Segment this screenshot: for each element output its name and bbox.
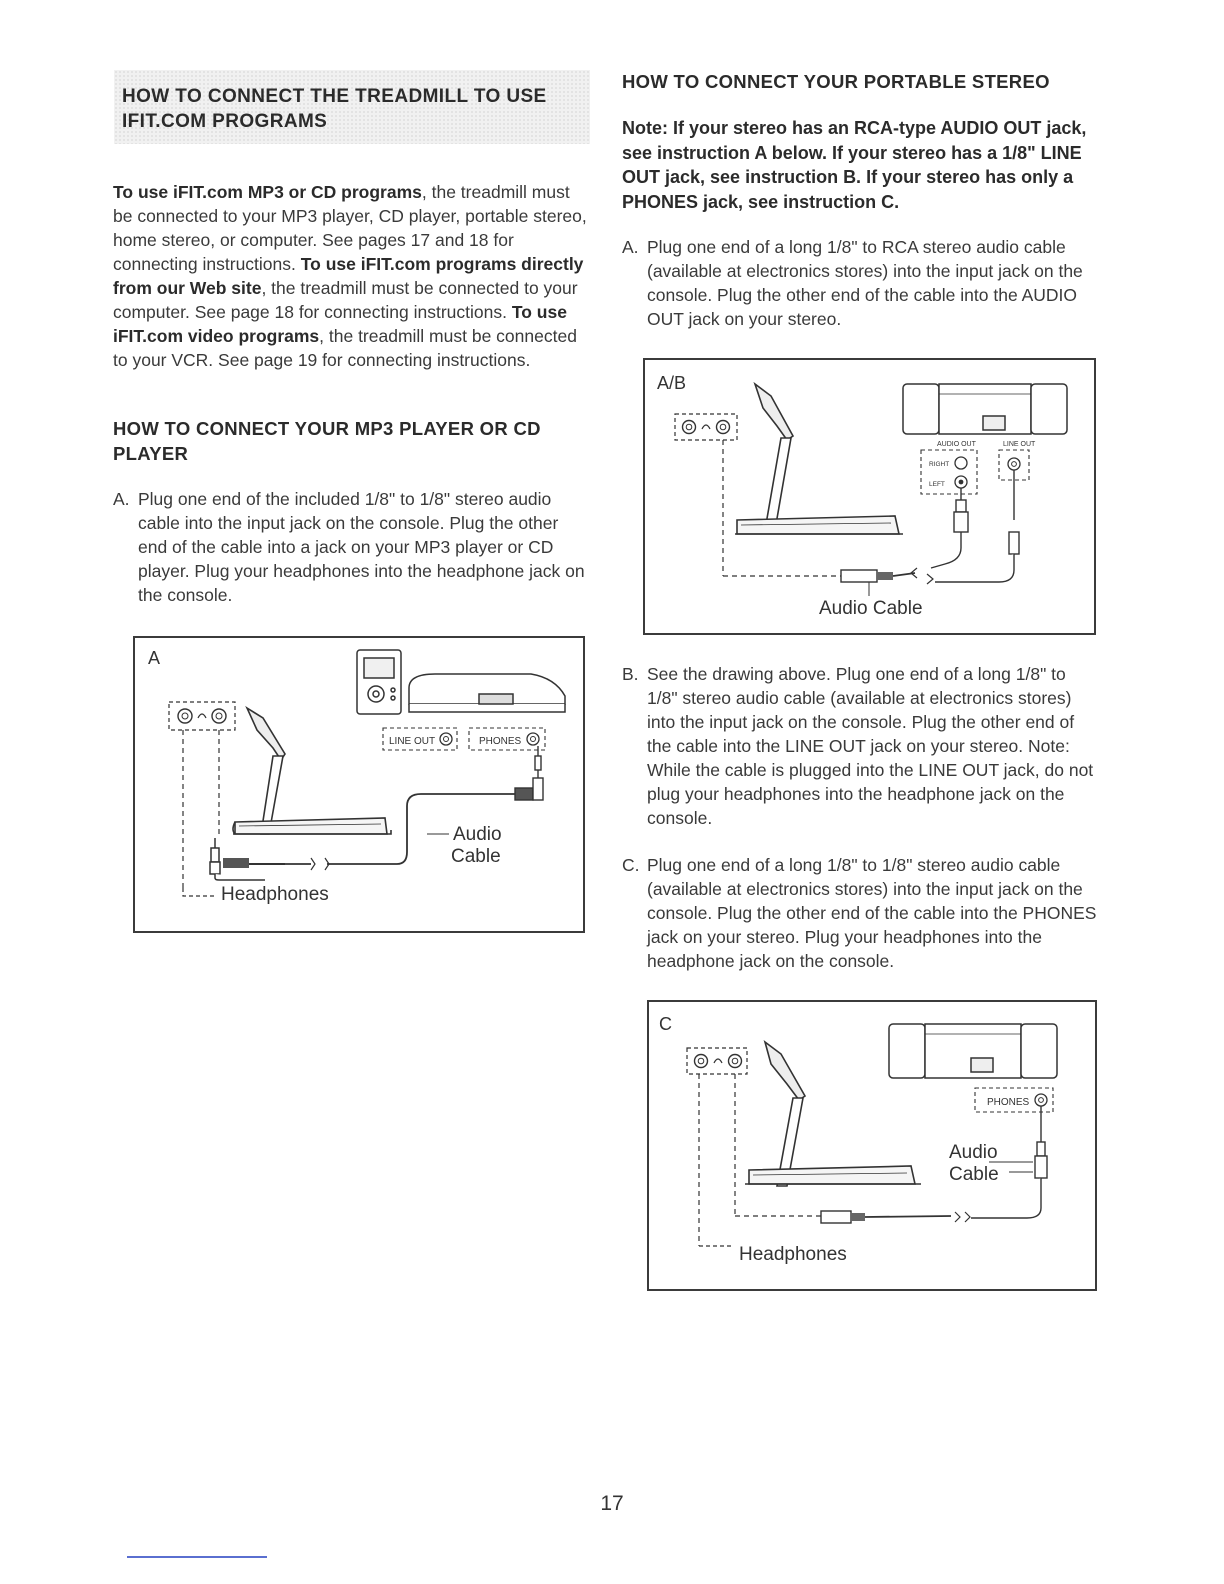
mp3-step-a [113, 487, 591, 607]
section-title [114, 70, 590, 134]
step-text: Plug one end of a long 1/8" to 1/8" stereo audio cable (available at electronics stores) into the input jack on the console. Plug the other end of the cable into the PHONES jack on your stereo. Plug your headphones into the headphone jack on the console. [647, 855, 1097, 971]
stereo-heading: HOW TO CONNECT YOUR PORTABLE STEREO [622, 71, 1050, 92]
section-title-box [114, 70, 590, 144]
line-out-label: LINE OUT [389, 736, 436, 747]
step-letter: A. [113, 489, 130, 509]
figure-a-drawing [135, 638, 583, 931]
line-out-jack-icon [1008, 458, 1020, 470]
rca-left-label: LEFT [929, 481, 945, 488]
stereo-step-a-paragraph [622, 235, 1100, 331]
console-jack-right-icon [717, 421, 730, 434]
section-title-line2: IFIT.COM PROGRAMS [122, 111, 328, 132]
line-out-small-label: LINE OUT [1003, 441, 1036, 448]
intro-text-1: , the treadmill must be connected to your MP3 player, CD player, portable stereo, home stereo, or computer. See pages 17 and 18 for connecting instructions. [113, 182, 587, 274]
footer-rule [127, 1556, 267, 1558]
console-jack-left-icon [683, 421, 696, 434]
mp3-player-icon [357, 650, 401, 714]
stereo-note-text: Note: If your stereo has an RCA-type AUDIO OUT jack, see instruction A below. If your stereo has a 1/8" LINE OUT jack, see instruction B. If your stereo has only a PHONES jack, see instruction C. [622, 118, 1087, 212]
section-title-line1: HOW TO CONNECT THE TREADMILL TO USE [122, 86, 547, 107]
figure-a [133, 636, 585, 933]
stereo-step-b [622, 662, 1100, 830]
audio-cable-plug-icon [515, 746, 543, 800]
mp3-heading: HOW TO CONNECT YOUR MP3 PLAYER OR CD PLAYER [113, 418, 541, 464]
figure-a-audio-label: Audio [453, 824, 502, 845]
stereo-step-c [622, 853, 1106, 973]
rca-right-jack-icon [955, 457, 967, 469]
intro-paragraph [113, 180, 591, 372]
stereo-icon [889, 1024, 1057, 1078]
intro-text-2: , the treadmill must be connected to your computer. See page 18 for connecting instructions. [113, 278, 578, 322]
console-jack-right-icon [212, 709, 226, 723]
figure-c-cable-label: Cable [949, 1164, 999, 1185]
figure-c-letter: C [659, 1014, 672, 1034]
mp3-section [113, 416, 583, 466]
headphones-plug-body [223, 858, 249, 868]
stereo-icon [903, 384, 1067, 434]
step-text: See the drawing above. Plug one end of a long 1/8" to 1/8" stereo audio cable (available at electronics stores) into the input jack on the console. Plug the other end of the cable into the LINE OUT jack on your stereo. Note: While the cable is plugged into the LINE OUT jack, do not plug your headphones into the headphone jack on the console. [647, 664, 1094, 828]
figure-ab-drawing [645, 360, 1094, 633]
stereo-step-a [622, 235, 1100, 331]
figure-a-letter: A [148, 648, 161, 668]
phones-jack-icon [527, 733, 539, 745]
figure-ab-audio-cable-label: Audio Cable [819, 598, 923, 619]
figure-c-audio-label: Audio [949, 1142, 998, 1163]
headphones-plug-icon [821, 1211, 851, 1223]
intro-bold-3: To use iFIT.com video programs [113, 302, 567, 346]
page-number: 17 [600, 1492, 624, 1515]
phones-label: PHONES [479, 736, 522, 747]
stereo-note [622, 116, 1100, 214]
figure-a-headphones-label: Headphones [221, 884, 329, 905]
intro-bold-2: To use iFIT.com programs directly from our Web site [113, 254, 584, 298]
step-text: Plug one end of a long 1/8" to RCA stereo audio cable (available at electronics stores) into the input jack on the console. Plug the other end of the cable into the AUDIO OUT jack on your stereo. [647, 237, 1083, 329]
stereo-step-c-paragraph [622, 853, 1106, 973]
step-letter: C. [622, 855, 640, 875]
figure-c-drawing [649, 1002, 1095, 1289]
rca-plug-icon [931, 488, 968, 568]
mp3-step-a-paragraph [113, 487, 591, 607]
audio-cable-plug-icon [841, 570, 877, 582]
treadmill-icon [233, 708, 391, 834]
stereo-section [622, 69, 1102, 94]
intro-paragraph-container [113, 180, 591, 372]
console-jacks-box [169, 702, 235, 730]
treadmill-icon [735, 384, 903, 534]
intro-bold-1: To use iFIT.com MP3 or CD programs [113, 182, 422, 202]
step-text: Plug one end of the included 1/8" to 1/8" stereo audio cable into the input jack on the console. Plug the other end of the cable into a jack on your MP3 player or CD player. Plug your headphones into the headphone jack on the console. [138, 489, 585, 605]
figure-c [647, 1000, 1097, 1291]
stereo-step-b-paragraph [622, 662, 1100, 830]
figure-ab-letter: A/B [657, 373, 687, 393]
cd-player-icon [409, 674, 565, 712]
step-letter: B. [622, 664, 639, 684]
figure-ab [643, 358, 1096, 635]
audio-out-label: AUDIO OUT [937, 441, 976, 448]
console-jack-left-icon [695, 1055, 708, 1068]
step-letter: A. [622, 237, 639, 257]
intro-text-3: , the treadmill must be connected to your VCR. See page 19 for connecting instructions. [113, 326, 577, 370]
figure-c-headphones-label: Headphones [739, 1244, 847, 1265]
console-jack-right-icon [729, 1055, 742, 1068]
phones-jack-icon [1035, 1094, 1047, 1106]
figure-a-cable-label: Cable [451, 846, 501, 867]
console-jack-left-icon [178, 709, 192, 723]
phones-label: PHONES [987, 1097, 1030, 1108]
rca-right-label: RIGHT [929, 461, 950, 468]
line-out-jack-icon [440, 733, 452, 745]
